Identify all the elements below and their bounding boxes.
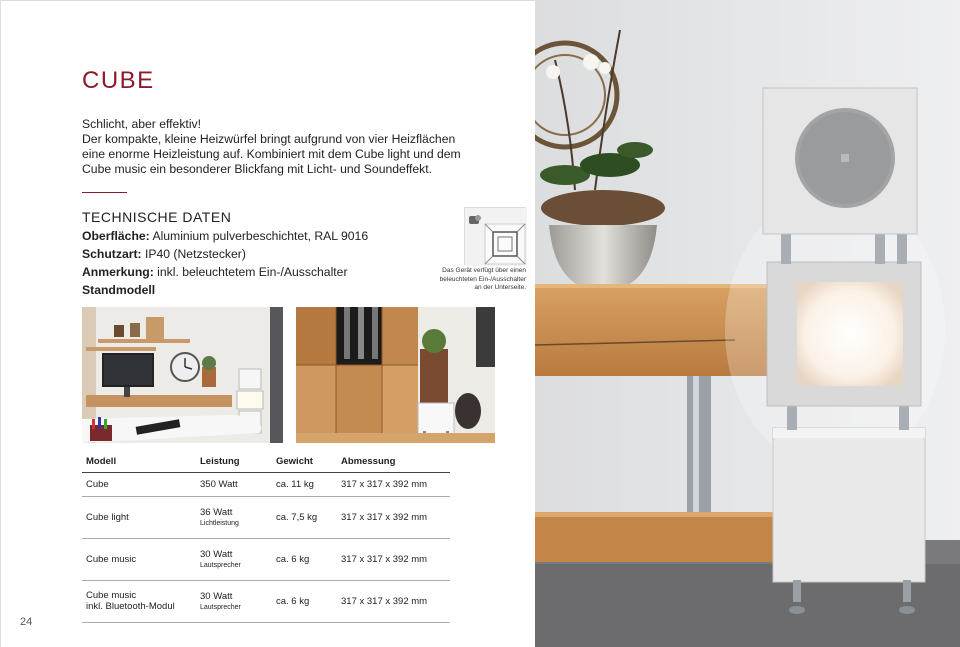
cell-dimensions: 317 x 317 x 392 mm (337, 580, 450, 622)
cell-model (82, 580, 196, 622)
cell-power (196, 538, 272, 580)
product-photo (535, 0, 960, 647)
table-row (82, 496, 450, 538)
spec-surface (82, 227, 368, 245)
switch-note-line: Das Gerät verfügt über einen (442, 267, 526, 274)
cell-power-text: 350 Watt (200, 478, 238, 490)
col-header-model: Modell (82, 451, 196, 472)
spec-surface-value: Aluminium pulverbeschichtet, RAL 9016 (149, 229, 369, 243)
cell-dimensions: 317 x 317 x 392 mm (337, 538, 450, 580)
intro-line: Schlicht, aber effektiv! (82, 117, 202, 131)
cell-model (82, 496, 196, 538)
table-row (82, 580, 450, 622)
spec-model-type-label: Standmodell (82, 283, 156, 297)
switch-note (406, 267, 526, 293)
switch-note-line: beleuchteten Ein-/Ausschalter (439, 275, 526, 283)
col-header-dimensions: Abmessung (337, 451, 450, 472)
cell-model (82, 472, 196, 496)
spec-protection-value: IP40 (Netzstecker) (141, 247, 246, 261)
office-photo (82, 307, 283, 443)
cell-model-text-2: inkl. Bluetooth-Modul (86, 601, 175, 612)
cell-model-text: Cube light (86, 511, 129, 523)
intro-text (82, 117, 502, 177)
cell-power-text: 30 Watt (200, 549, 233, 560)
cell-weight: ca. 6 kg (272, 538, 337, 580)
cell-power-text: 30 Watt (200, 591, 233, 602)
cell-power-subtext: Lichtleistung (200, 520, 239, 527)
spec-note (82, 263, 348, 281)
table-row (82, 538, 450, 580)
divider (82, 192, 127, 193)
specs-table (82, 451, 450, 623)
intro-line: Der kompakte, kleine Heizwürfel bringt aufgrund von vier Heizflächen (82, 132, 456, 146)
spec-protection-label: Schutzart: (82, 247, 142, 261)
room-photo (296, 307, 495, 443)
cell-power (196, 580, 272, 622)
cell-model-text: Cube (86, 478, 109, 490)
col-header-power: Leistung (196, 451, 272, 472)
cell-model (82, 538, 196, 580)
cell-weight: ca. 6 kg (272, 580, 337, 622)
spec-surface-label: Oberfläche: (82, 229, 150, 243)
cell-power (196, 496, 272, 538)
spec-note-value: inkl. beleuchtetem Ein-/Ausschalter (153, 265, 348, 279)
cell-weight: ca. 7,5 kg (272, 496, 337, 538)
cell-model-text: Cube music (86, 590, 137, 601)
table-row (82, 472, 450, 496)
cell-dimensions: 317 x 317 x 392 mm (337, 496, 450, 538)
cell-model-text: Cube music (86, 553, 137, 565)
intro-line: eine enorme Heizleistung auf. Kombiniert mit dem Cube light und dem (82, 147, 461, 161)
cell-power-subtext: Lautsprecher (200, 562, 241, 569)
cell-power-text: 36 Watt (200, 507, 233, 518)
spec-model-type (82, 281, 155, 299)
intro-line: Cube music ein besonderer Blickfang mit Licht- und Soundeffekt. (82, 162, 433, 176)
switch-thumbnail-image (464, 207, 526, 265)
spec-protection (82, 245, 246, 263)
cell-power (196, 472, 272, 496)
spec-note-label: Anmerkung: (82, 265, 154, 279)
tech-heading: TECHNISCHE DATEN (82, 209, 232, 225)
cell-power-subtext: Lautsprecher (200, 604, 241, 611)
page-title: CUBE (82, 67, 155, 94)
col-header-weight: Gewicht (272, 451, 337, 472)
switch-note-line: an der Unterseite. (474, 284, 526, 291)
cell-weight: ca. 11 kg (272, 472, 337, 496)
page-number: 24 (20, 616, 33, 628)
cell-dimensions: 317 x 317 x 392 mm (337, 472, 450, 496)
